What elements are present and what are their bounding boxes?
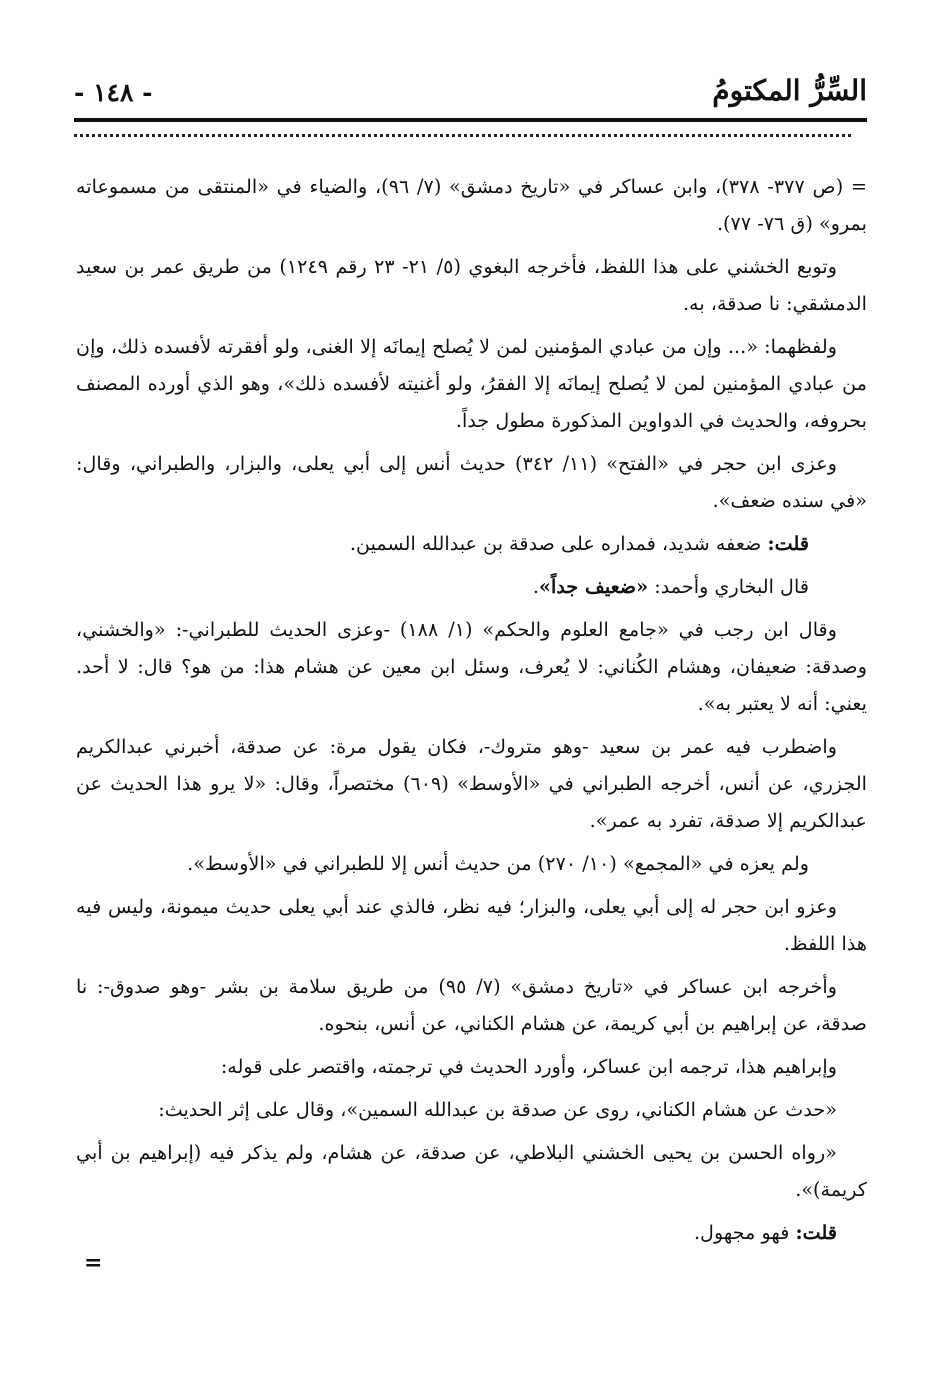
paragraph: واضطرب فيه عمر بن سعيد -وهو متروك-، فكان يقول مرة: عن صدقة، أخبرني عبدالكريم الجزري، عن أنس، أخرجه الطبراني في «الأوسط» (٦٠٩) مختصراً، وقال: «لا يرو هذا الحديث عن عبدالكريم إلا صدقة، تفرد به عمر».	[76, 735, 867, 832]
header-rule	[74, 118, 867, 122]
bukhari-paragraph	[76, 568, 867, 605]
page-number: - ١٤٨ -	[74, 78, 153, 107]
qult-label: قلت:	[767, 532, 809, 555]
paragraph: وعزو ابن حجر له إلى أبي يعلى، والبزار؛ فيه نظر، فالذي عند أبي يعلى حديث ميمونة، وليس فيه هذا اللفظ.	[76, 895, 867, 955]
paragraph: ولفظهما: «... وإن من عبادي المؤمنين لمن لا يُصلح إيمانَه إلا الغنى، ولو أفقرته لأفسده ذلك، وإن من عبادي المؤمنين لمن لا يُصلح إيمانَه إلا الفقرُ، ولو أغنيته لأفسده ذلك»، وهو الذي أورده المصنف بحروفه، والحديث في الدواوين المذكورة مطول جداً.	[76, 335, 867, 432]
paragraph: وقال ابن رجب في «جامع العلوم والحكم» (١/ ١٨٨) -وعزى الحديث للطبراني-: «والخشني، وصدقة: ضعيفان، وهشام الكُناني: لا يُعرف، وسئل ابن معين عن هشام هذا: من هو؟ قال: لا أحد. يعني: أنه لا يعتبر به».	[76, 618, 867, 715]
dotted-rule	[74, 134, 851, 137]
paragraph: وعزى ابن حجر في «الفتح» (١١/ ٣٤٢) حديث أنس إلى أبي يعلى، والبزار، والطبراني، وقال: «في سنده ضعف».	[76, 452, 867, 512]
paragraph: «حدث عن هشام الكناني، روى عن صدقة بن عبدالله السمين»، وقال على إثر الحديث:	[158, 1098, 837, 1121]
paragraph: = (ص ٣٧٧- ٣٧٨)، وابن عساكر في «تاريخ دمشق» (٧/ ٩٦)، والضياء في «المنتقى من مسموعاته بمرو» (ق ٧٦- ٧٧).	[76, 175, 867, 235]
page-header	[74, 70, 867, 118]
qult-paragraph	[76, 525, 867, 562]
majma-paragraph: ولم يعزه في «المجمع» (١٠/ ٢٧٠) من حديث أنس إلا للطبراني في «الأوسط».	[187, 852, 809, 875]
paragraph: وإبراهيم هذا، ترجمه ابن عساكر، وأورد الحديث في ترجمته، واقتصر على قوله:	[220, 1055, 837, 1078]
qult-paragraph	[76, 1214, 867, 1251]
book-title: السِّرُّ المكتومُ	[712, 74, 867, 107]
paragraph: وتوبع الخشني على هذا اللفظ، فأخرجه البغوي (٥/ ٢١- ٢٣ رقم ١٢٤٩) من طريق عمر بن سعيد الدمشقي: نا صدقة، به.	[76, 255, 867, 315]
bukhari-quote: «ضعيف جداً»	[539, 575, 649, 598]
qult-text: ضعفه شديد، فمداره على صدقة بن عبدالله السمين.	[349, 532, 768, 555]
continuation-mark: =	[84, 1250, 103, 1276]
bukhari-text: قال البخاري وأحمد:	[648, 575, 809, 598]
qult-text: فهو مجهول.	[693, 1221, 796, 1244]
paragraph: وأخرجه ابن عساكر في «تاريخ دمشق» (٧/ ٩٥) من طريق سلامة بن بشر -وهو صدوق-: نا صدقة، عن إبراهيم بن أبي كريمة، عن هشام الكناني، عن أنس، بنحوه.	[76, 975, 867, 1035]
paragraph: «رواه الحسن بن يحيى الخشني البلاطي، عن صدقة، عن هشام، ولم يذكر فيه (إبراهيم بن أبي كريمة)».	[76, 1141, 867, 1201]
bukhari-end: .	[532, 575, 540, 598]
page-body	[76, 168, 867, 1257]
qult-label: قلت:	[795, 1221, 837, 1244]
